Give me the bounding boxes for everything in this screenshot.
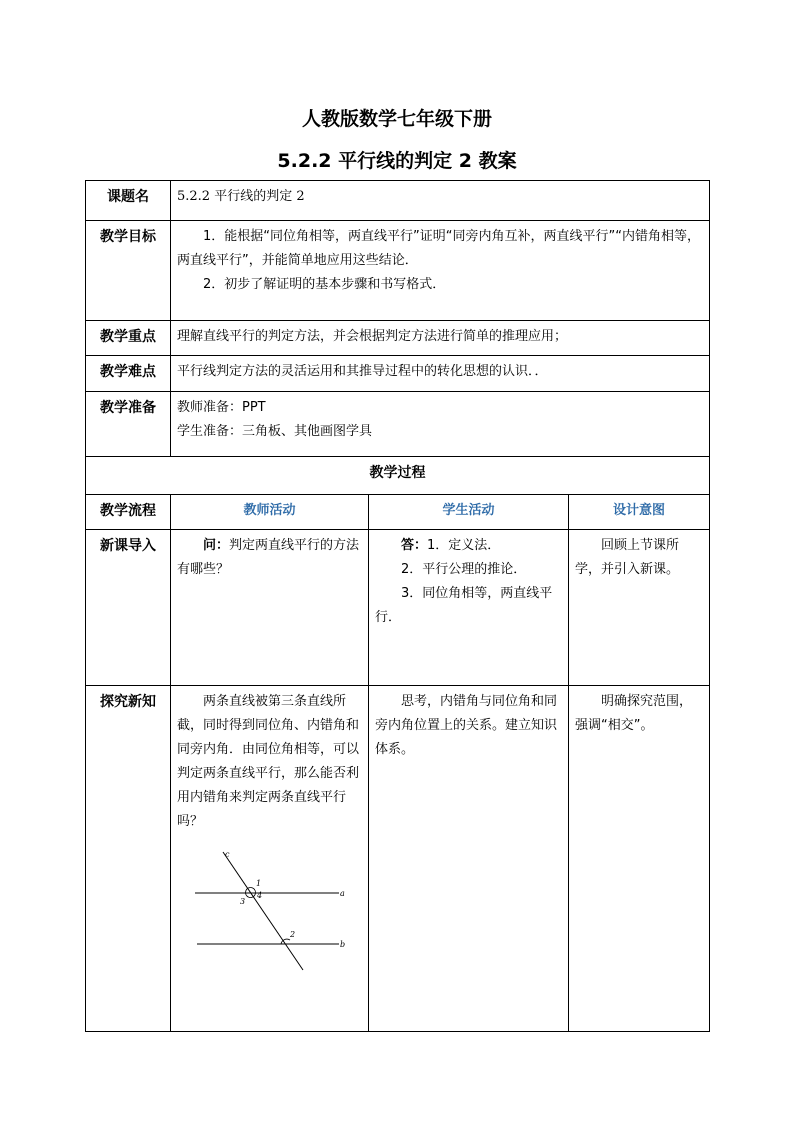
angle-figure xyxy=(177,848,362,978)
label-goals: 教学目标 xyxy=(86,221,171,321)
row-column-headers xyxy=(86,494,710,529)
label-intro: 新课导入 xyxy=(86,529,171,685)
label-a: a xyxy=(340,889,345,899)
intro-question: 判定两直线平行的方法有哪些？ xyxy=(177,537,360,577)
line-c xyxy=(223,852,303,970)
document-subtitle: 5.2.2 平行线的判定 2 教案 xyxy=(277,150,517,172)
label-key: 教学重点 xyxy=(86,321,171,356)
label-angle-3: 3 xyxy=(240,897,246,907)
row-process-title xyxy=(86,456,710,494)
label-c: c xyxy=(225,850,230,860)
intro-answer-mark: 答： xyxy=(401,537,428,553)
explore-teacher xyxy=(171,685,369,1031)
col-student: 学生活动 xyxy=(369,494,569,529)
parallel-lines-diagram xyxy=(177,848,347,978)
intro-question-mark: 问： xyxy=(203,537,230,553)
intro-design: 回顾上节课所学，并引入新课。 xyxy=(569,529,710,685)
label-angle-2: 2 xyxy=(290,930,296,940)
prep-teacher: 教师准备：PPT xyxy=(177,399,266,415)
goal-1: 1．能根据“同位角相等，两直线平行”证明“同旁内角互补，两直线平行”“内错角相等，两直线平行”，并能简单地应用这些结论． xyxy=(177,229,700,269)
prep-student: 学生准备：三角板、其他画图学具 xyxy=(177,423,373,439)
label-prep: 教学准备 xyxy=(86,391,171,456)
col-flow: 教学流程 xyxy=(86,494,171,529)
explore-student: 思考，内错角与同位角和同旁内角位置上的关系。建立知识体系。 xyxy=(369,685,569,1031)
label-b: b xyxy=(340,940,346,950)
document-title: 人教版数学七年级下册 xyxy=(301,108,492,130)
value-key: 理解直线平行的判定方法，并会根据判定方法进行简单的推理应用； xyxy=(171,321,710,356)
label-difficulty: 教学难点 xyxy=(86,355,171,391)
row-explore xyxy=(86,685,710,1031)
explore-design: 明确探究范围，强调“相交”。 xyxy=(569,685,710,1031)
intro-student xyxy=(369,529,569,685)
intro-answer-2: 2．平行公理的推论． xyxy=(401,561,527,577)
col-teacher: 教师活动 xyxy=(171,494,369,529)
label-angle-1: 1 xyxy=(256,879,262,889)
value-topic: 5.2.2 平行线的判定 2 xyxy=(171,181,710,221)
process-title: 教学过程 xyxy=(86,456,710,494)
value-goals xyxy=(171,221,710,321)
row-intro xyxy=(86,529,710,685)
intro-answer-3: 3．同位角相等，两直线平行． xyxy=(375,585,553,625)
col-design: 设计意图 xyxy=(569,494,710,529)
explore-question: 两条直线被第三条直线所截，同时得到同位角、内错角和同旁内角．由同位角相等，可以判定两条直线平行，那么能否利用内错角来判定两条直线平行吗？ xyxy=(177,693,360,830)
intro-teacher xyxy=(171,529,369,685)
label-angle-4: 4 xyxy=(257,891,263,901)
row-prep xyxy=(86,391,710,456)
value-difficulty: 平行线判定方法的灵活运用和其推导过程中的转化思想的认识．． xyxy=(171,355,710,391)
row-difficulty xyxy=(86,355,710,391)
lesson-plan-table xyxy=(85,180,710,1032)
label-topic: 课题名 xyxy=(86,181,171,221)
row-goals xyxy=(86,221,710,321)
value-prep xyxy=(171,391,710,456)
row-key xyxy=(86,321,710,356)
intro-answer-1: 1．定义法． xyxy=(427,537,501,553)
label-explore: 探究新知 xyxy=(86,685,171,1031)
row-topic xyxy=(86,181,710,221)
goal-2: 2．初步了解证明的基本步骤和书写格式． xyxy=(203,277,446,293)
